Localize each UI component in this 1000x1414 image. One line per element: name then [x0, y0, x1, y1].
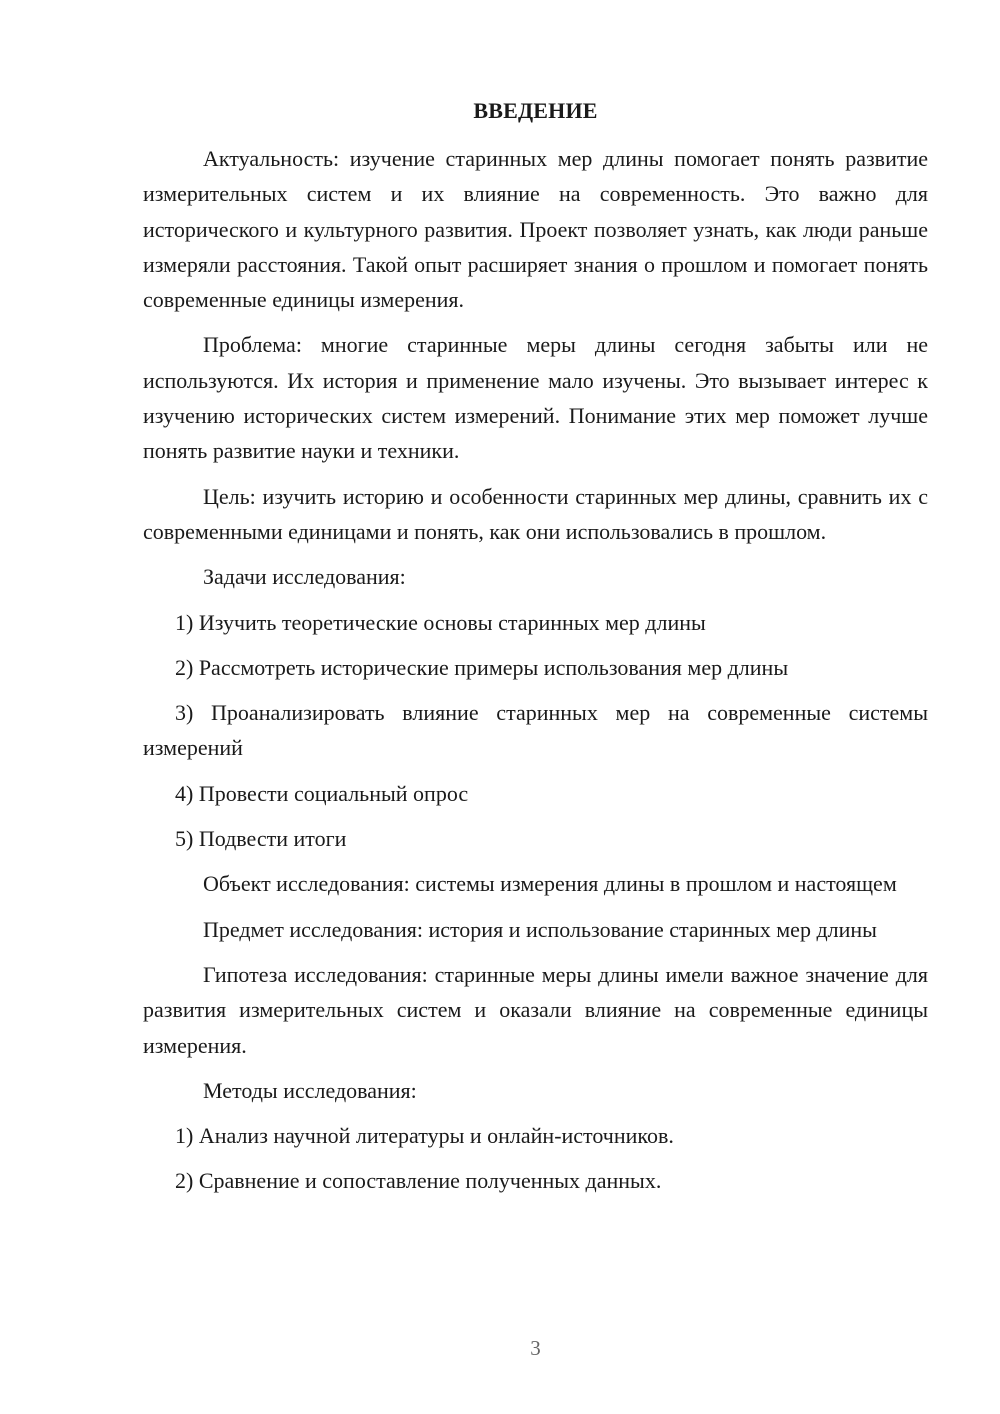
- paragraph-subject: Предмет исследования: история и использование старинных мер длины: [203, 916, 877, 942]
- paragraph-hypothesis: Гипотеза исследования: старинные меры длины имели важное значение для развития измерительных систем и оказали влияние на современные единицы измерения.: [143, 961, 928, 1058]
- document-body: [143, 141, 928, 1209]
- task-item-1: 1) Изучить теоретические основы старинных мер длины: [175, 609, 706, 635]
- paragraph-relevance: Актуальность: изучение старинных мер длины помогает понять развитие измерительных систем и их влияние на современность. Это важно для исторического и культурного развития. Проект позволяет узнать, как люди раньше измеряли расстояния. Такой опыт расширяет знания о прошлом и помогает понять современные единицы измерения.: [143, 146, 928, 313]
- task-item-4: 4) Провести социальный опрос: [175, 780, 469, 806]
- task-item-2: 2) Рассмотреть исторические примеры использования мер длины: [175, 654, 789, 680]
- task-item-3: 3) Проанализировать влияние старинных мер на современные системы измерений: [143, 700, 928, 761]
- methods-heading: Методы исследования:: [203, 1077, 417, 1103]
- paragraph-goal: Цель: изучить историю и особенности старинных мер длины, сравнить их с современными единицами и понять, как они использовались в прошлом.: [143, 483, 928, 544]
- document-page: [143, 0, 928, 1414]
- page-number: 3: [530, 1336, 541, 1360]
- paragraph-problem: Проблема: многие старинные меры длины сегодня забыты или не используются. Их история и применение мало изучены. Это вызывает интерес к изучению исторических систем измерений. Понимание этих мер поможет лучше понять развитие науки и техники.: [143, 332, 928, 464]
- task-item-5: 5) Подвести итоги: [175, 826, 347, 852]
- paragraph-object: Объект исследования: системы измерения длины в прошлом и настоящем: [203, 871, 897, 897]
- tasks-heading: Задачи исследования:: [203, 564, 406, 590]
- page-title: ВВЕДЕНИЕ: [473, 98, 598, 123]
- method-item-1: 1) Анализ научной литературы и онлайн-источников.: [175, 1123, 674, 1149]
- method-item-2: 2) Сравнение и сопоставление полученных данных.: [175, 1168, 662, 1194]
